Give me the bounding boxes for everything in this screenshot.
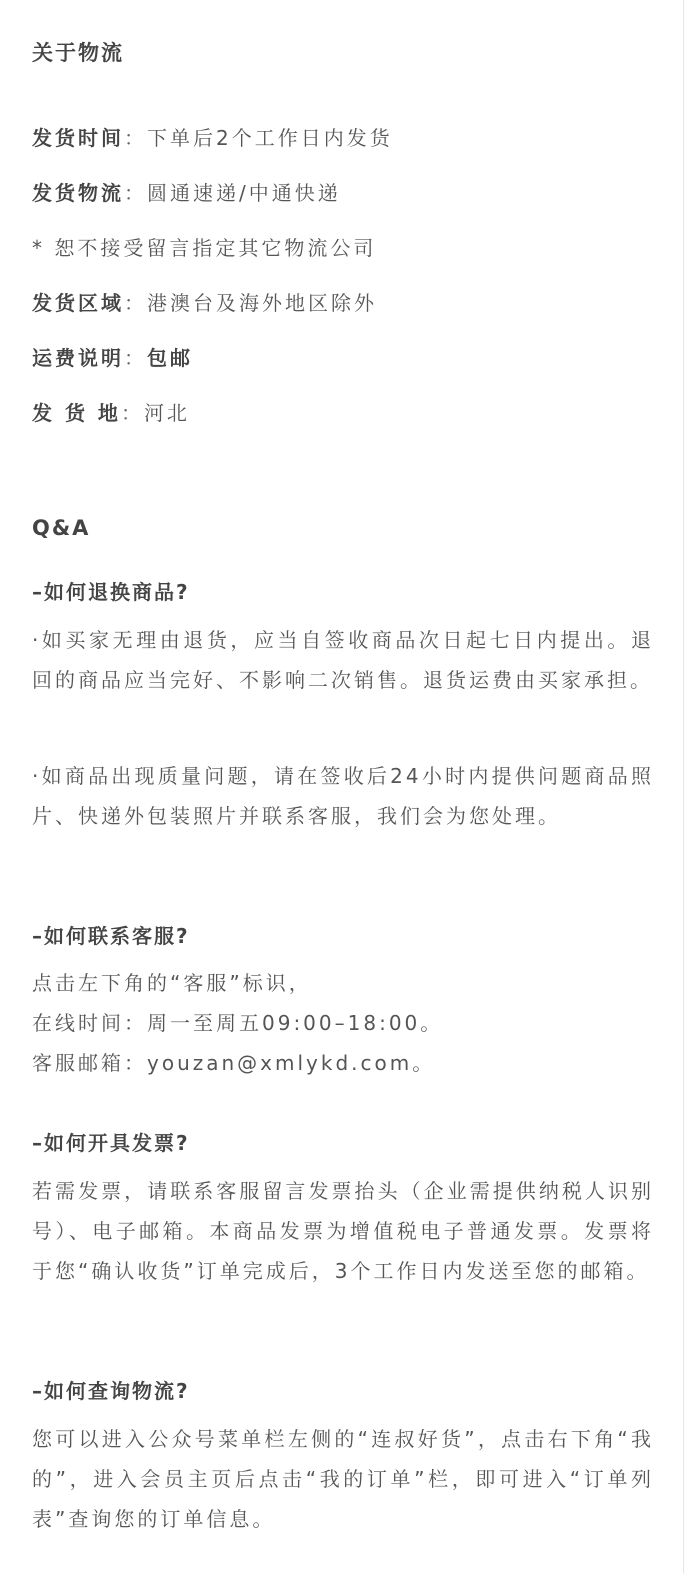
returns-paragraph-1: ·如买家无理由退货，应当自签收商品次日起七日内提出。退回的商品应当完好、不影响二次销售。退货运费由买家承担。 xyxy=(32,628,654,692)
contact-question: –如何联系客服? xyxy=(32,924,190,948)
carrier-note-text: * 恕不接受留言指定其它物流公司 xyxy=(32,236,377,260)
page-edge-divider xyxy=(683,0,684,1574)
carrier-row xyxy=(32,178,654,208)
region-row xyxy=(32,288,654,318)
tracking-question: –如何查询物流? xyxy=(32,1379,190,1403)
fee-sep: ： xyxy=(124,346,147,370)
ship-time-label: 发货时间 xyxy=(32,126,124,150)
tracking-paragraph: 您可以进入公众号菜单栏左侧的“连叔好货”，点击右下角“我的”，进入会员主页后点击“我的订单”栏，即可进入“订单列表”查询您的订单信息。 xyxy=(32,1427,654,1531)
region-label: 发货区域 xyxy=(32,291,124,315)
logistics-title: 关于物流 xyxy=(32,41,124,65)
contact-line-1: 点击左下角的“客服”标识， xyxy=(32,971,312,995)
logistics-section xyxy=(32,38,654,68)
returns-paragraph-2: ·如商品出现质量问题，请在签收后24小时内提供问题商品照片、快递外包装照片并联系客服，我们会为您处理。 xyxy=(32,764,654,828)
qa-title: Q&A xyxy=(32,516,91,540)
ship-time-value: 下单后2个工作日内发货 xyxy=(147,126,393,150)
origin-row xyxy=(32,398,654,428)
carrier-label: 发货物流 xyxy=(32,181,124,205)
region-value: 港澳台及海外地区除外 xyxy=(147,291,377,315)
invoice-question: –如何开具发票? xyxy=(32,1131,190,1155)
ship-time-row xyxy=(32,123,654,153)
contact-email-line: 客服邮箱：youzan@xmlykd.com。 xyxy=(32,1051,436,1075)
carrier-note xyxy=(32,233,654,263)
fee-value: 包邮 xyxy=(147,346,193,370)
invoice-paragraph: 若需发票，请联系客服留言发票抬头（企业需提供纳税人识别号）、电子邮箱。本商品发票为增值税电子普通发票。发票将于您“确认收货”订单完成后，3个工作日内发送至您的邮箱。 xyxy=(32,1179,654,1283)
carrier-sep: ： xyxy=(124,181,147,205)
origin-sep: ： xyxy=(120,401,144,425)
returns-question: –如何退换商品? xyxy=(32,580,190,604)
fee-row xyxy=(32,343,654,373)
origin-label: 发 货 地 xyxy=(32,401,121,425)
qa-section xyxy=(32,513,654,543)
contact-hours-line: 在线时间：周一至周五09:00–18:00。 xyxy=(32,1011,444,1035)
ship-time-sep: ： xyxy=(124,126,147,150)
origin-value: 河北 xyxy=(143,401,190,425)
region-sep: ： xyxy=(124,291,147,315)
carrier-value: 圆通速递/中通快递 xyxy=(147,181,341,205)
fee-label: 运费说明 xyxy=(32,346,124,370)
